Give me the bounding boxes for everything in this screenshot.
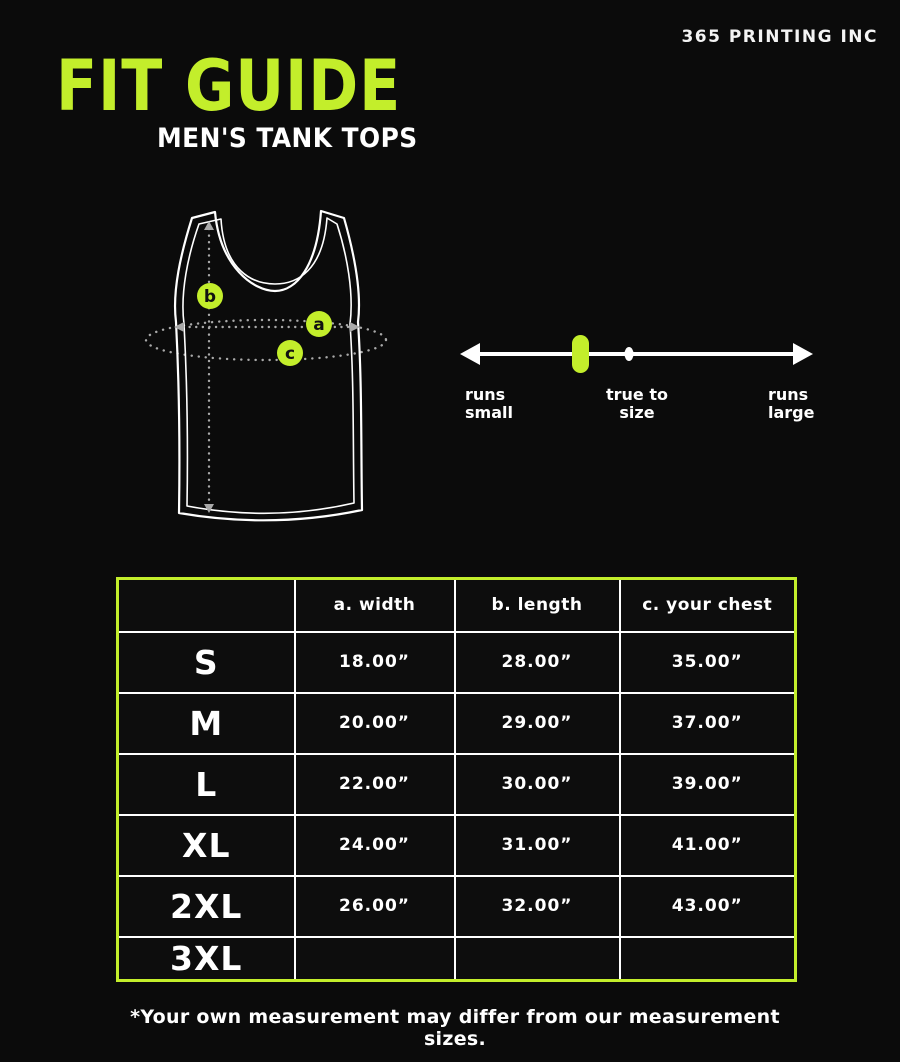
brand-name: 365 PRINTING INC [681, 27, 878, 47]
fit-scale-label-true-to-size [572, 386, 702, 423]
marker-a-badge [306, 311, 332, 337]
length-value: 31.00” [455, 815, 620, 876]
length-value: 28.00” [455, 632, 620, 693]
chest-value: 41.00” [620, 815, 796, 876]
marker-b-label: b [203, 287, 217, 307]
table-row-l [118, 754, 796, 815]
chest-value: 37.00” [620, 693, 796, 754]
size-label: 2XL [118, 876, 295, 937]
fit-scale [450, 330, 830, 385]
header-length-cell: b. length [455, 579, 620, 632]
chest-value: 39.00” [620, 754, 796, 815]
length-value: 30.00” [455, 754, 620, 815]
chest-value: 43.00” [620, 876, 796, 937]
runs-small-line1: runs [465, 385, 506, 404]
chest-value: 35.00” [620, 632, 796, 693]
marker-a-label: a [313, 315, 325, 335]
measurement-disclaimer: *Your own measurement may differ from our measurement sizes. [130, 1006, 780, 1050]
width-value: 22.00” [295, 754, 455, 815]
table-row-xl [118, 815, 796, 876]
true-to-size-line1: true to [606, 385, 668, 404]
width-value: 18.00” [295, 632, 455, 693]
tank-top-outline-outer [175, 211, 362, 520]
width-value [295, 937, 455, 981]
chest-value [620, 937, 796, 981]
length-value: 32.00” [455, 876, 620, 937]
runs-large-line1: runs [768, 385, 809, 404]
fit-scale-arrow-right-icon [793, 343, 813, 365]
header-chest-cell: c. your chest [620, 579, 796, 632]
length-value [455, 937, 620, 981]
fit-scale-arrow-left-icon [460, 343, 480, 365]
marker-b-badge [197, 283, 223, 309]
width-value: 20.00” [295, 693, 455, 754]
size-label: 3XL [118, 937, 295, 981]
length-value: 29.00” [455, 693, 620, 754]
size-label: M [118, 693, 295, 754]
size-chart-table [116, 577, 797, 982]
fit-scale-label-runs-large [768, 386, 814, 423]
runs-small-line2: small [465, 403, 513, 423]
table-row-2xl [118, 876, 796, 937]
runs-large-line2: large [768, 403, 815, 423]
size-label: S [118, 632, 295, 693]
size-label: XL [118, 815, 295, 876]
header-size-cell [118, 579, 295, 632]
marker-c-label: c [284, 344, 296, 364]
marker-c-badge [277, 340, 303, 366]
page-subtitle: MEN'S TANK TOPS [157, 123, 418, 154]
table-row-s [118, 632, 796, 693]
width-value: 24.00” [295, 815, 455, 876]
size-chart-header-row [118, 579, 796, 632]
table-row-m [118, 693, 796, 754]
page-title: FIT GUIDE [56, 45, 402, 127]
true-to-size-line2: size [619, 403, 655, 423]
width-value: 26.00” [295, 876, 455, 937]
true-to-size-tick [625, 347, 634, 361]
size-label: L [118, 754, 295, 815]
fit-scale-label-runs-small [465, 386, 513, 423]
table-row-3xl [118, 937, 796, 981]
header-width-cell: a. width [295, 579, 455, 632]
tank-top-diagram [60, 195, 440, 565]
fit-scale-slider [572, 335, 589, 373]
